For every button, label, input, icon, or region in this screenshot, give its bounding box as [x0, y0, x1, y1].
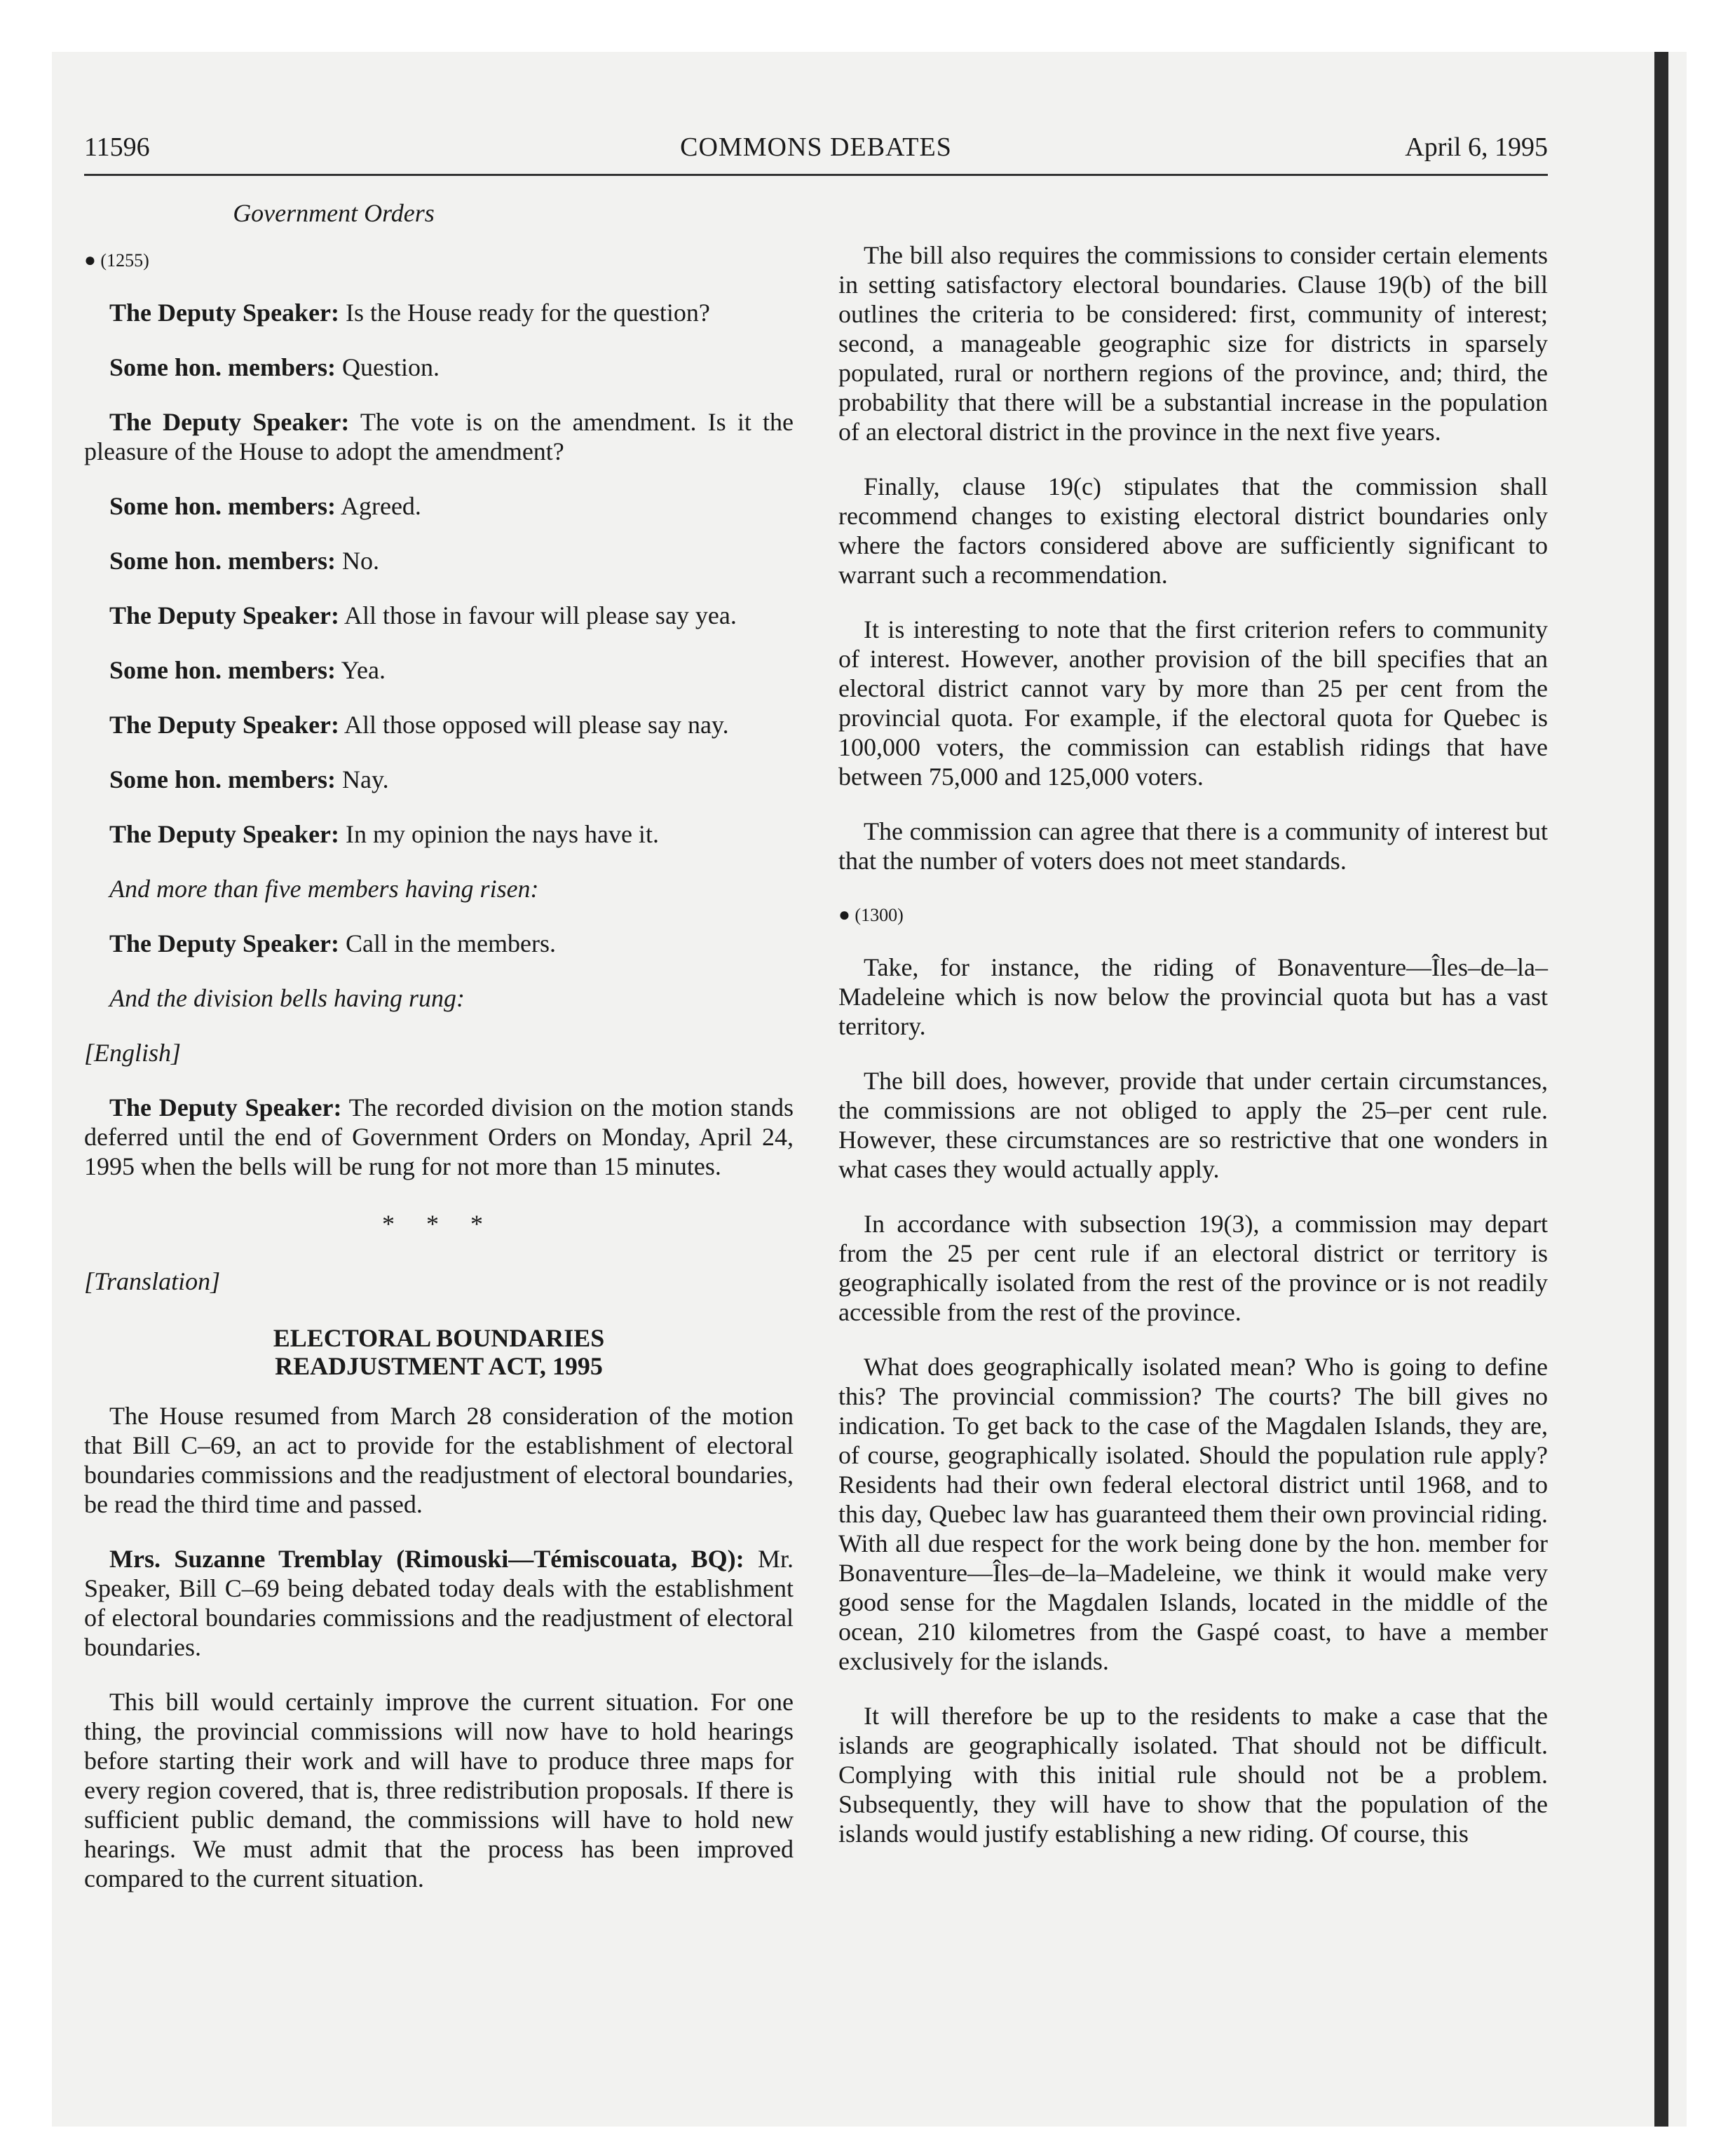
paragraph: Finally, clause 19(c) stipulates that the commission shall recommend changes to existing electoral district boundaries only where the factors considered above are sufficiently significant to warrant such a recommendation. — [838, 472, 1548, 589]
paragraph: It will therefore be up to the residents to make a case that the islands are geographically isolated. That should not be difficult. Complying with this initial rule should not be a problem. Subsequently, they will have to show that the population of the islands would justify establishing a new riding. Of course, this — [838, 1702, 1548, 1848]
paragraph: The bill also requires the commissions to consider certain elements in setting satisfactory electoral boundaries. Clause 19(b) of the bill outlines the criteria to be considered: first, community of interest; second, a manageable geographic size for districts in sparsely populated, rural or northern regions of the province, and; third, the probability that there will be a substantial increase in the population of an electoral district in the province in the next five years. — [838, 241, 1548, 446]
speech-opening: Mrs. Suzanne Tremblay (Rimouski—Témiscouata, BQ): Mr. Speaker, Bill C–69 being debated today deals with the establishment of electoral boundaries commissions and the readjustment of electoral boundaries. — [84, 1545, 794, 1661]
paragraph: It is interesting to note that the first criterion refers to community of interest. However, another provision of the bill specifies that an electoral district cannot vary by more than 25 per cent from the provincial quota. For example, if the electoral quota for Quebec is 100,000 voters, the commission can establish ridings that have between 75,000 and 125,000 voters. — [838, 615, 1548, 791]
right-column — [838, 240, 1548, 1874]
paragraph: What does geographically isolated mean? Who is going to define this? The provincial commission? The courts? The bill gives no indication. To get back to the case of the Magdalen Islands, they are, of course, geographically isolated. Should the population rule apply? Residents had their own federal electoral district until 1968, and to this day, Quebec law has guaranteed them their own provincial riding. With all due respect for the work being done by the hon. member for Bonaventure—Îles–de–la–Madeleine, we think it would make very good sense for the Magdalen Islands, located in the middle of the ocean, 210 kilometres from the Gaspé coast, to have a member exclusively for the islands. — [838, 1353, 1548, 1675]
exchange: Some hon. members: Yea. — [109, 656, 386, 684]
paragraph: This bill would certainly improve the current situation. For one thing, the provincial commissions will now have to hold hearings before starting their work and will have to produce three maps for every region covered, that is, three redistribution proposals. If there is sufficient public demand, the commissions will have to hold new hearings. We must admit that the process has been improved compared to the current situation. — [84, 1688, 794, 1892]
exchange: Some hon. members: Nay. — [109, 765, 389, 793]
exchange: The Deputy Speaker: Is the House ready for the question? — [109, 299, 710, 327]
exchange: The Deputy Speaker: All those opposed will please say nay. — [109, 711, 729, 739]
journal-title: COMMONS DEBATES — [680, 132, 952, 162]
paragraph: Take, for instance, the riding of Bonaventure—Îles–de–la–Madeleine which is now below the provincial quota but has a vast territory. — [838, 953, 1548, 1040]
header-date: April 6, 1995 — [1405, 132, 1548, 162]
section-separator: * * * — [382, 1210, 496, 1238]
paragraph: In accordance with subsection 19(3), a commission may depart from the 25 per cent rule if an electoral district or territory is geographically isolated from the rest of the province or is not readily accessible from the rest of the province. — [838, 1210, 1548, 1326]
exchange: The Deputy Speaker: In my opinion the nays have it. — [109, 820, 659, 848]
scan-edge-shadow — [1654, 52, 1668, 2127]
exchange: The Deputy Speaker: Call in the members. — [109, 929, 556, 957]
exchange: Some hon. members: No. — [109, 547, 379, 575]
stage-direction: And more than five members having risen: — [109, 875, 539, 903]
exchange: The Deputy Speaker: All those in favour will please say yea. — [109, 601, 737, 629]
stage-direction: And the division bells having rung: — [109, 984, 465, 1012]
paragraph: The House resumed from March 28 consideration of the motion that Bill C–69, an act to provide for the establishment of electoral boundaries commissions and the readjustment of electoral boundaries, be read the third time and passed. — [84, 1402, 794, 1518]
paragraph: The commission can agree that there is a community of interest but that the number of voters does not meet standards. — [838, 817, 1548, 875]
language-tag: [Translation] — [84, 1267, 221, 1295]
exchange: The Deputy Speaker: The vote is on the amendment. Is it the pleasure of the House to adopt the amendment? — [84, 408, 794, 465]
bill-title: ELECTORAL BOUNDARIES READJUSTMENT ACT, 1995 — [273, 1324, 605, 1380]
time-marker: ● (1255) — [84, 250, 149, 271]
exchange: The Deputy Speaker: The recorded division on the motion stands deferred until the end of Government Orders on Monday, April 24, 1995 when the bells will be rung for not more than 15 minutes. — [84, 1093, 794, 1180]
exchange: Some hon. members: Question. — [109, 353, 440, 381]
paragraph: The bill does, however, provide that under certain circumstances, the commissions are not obliged to apply the 25–per cent rule. However, these circumstances are so restrictive that one wonders in what cases they would actually apply. — [838, 1067, 1548, 1183]
page-number: 11596 — [84, 132, 150, 162]
language-tag: [English] — [84, 1039, 182, 1067]
time-marker: ● (1300) — [838, 904, 904, 926]
page-header — [84, 132, 1548, 176]
left-column — [84, 198, 794, 1918]
document-page — [84, 132, 1548, 1892]
exchange: Some hon. members: Agreed. — [109, 492, 421, 520]
section-heading: Government Orders — [233, 199, 435, 227]
